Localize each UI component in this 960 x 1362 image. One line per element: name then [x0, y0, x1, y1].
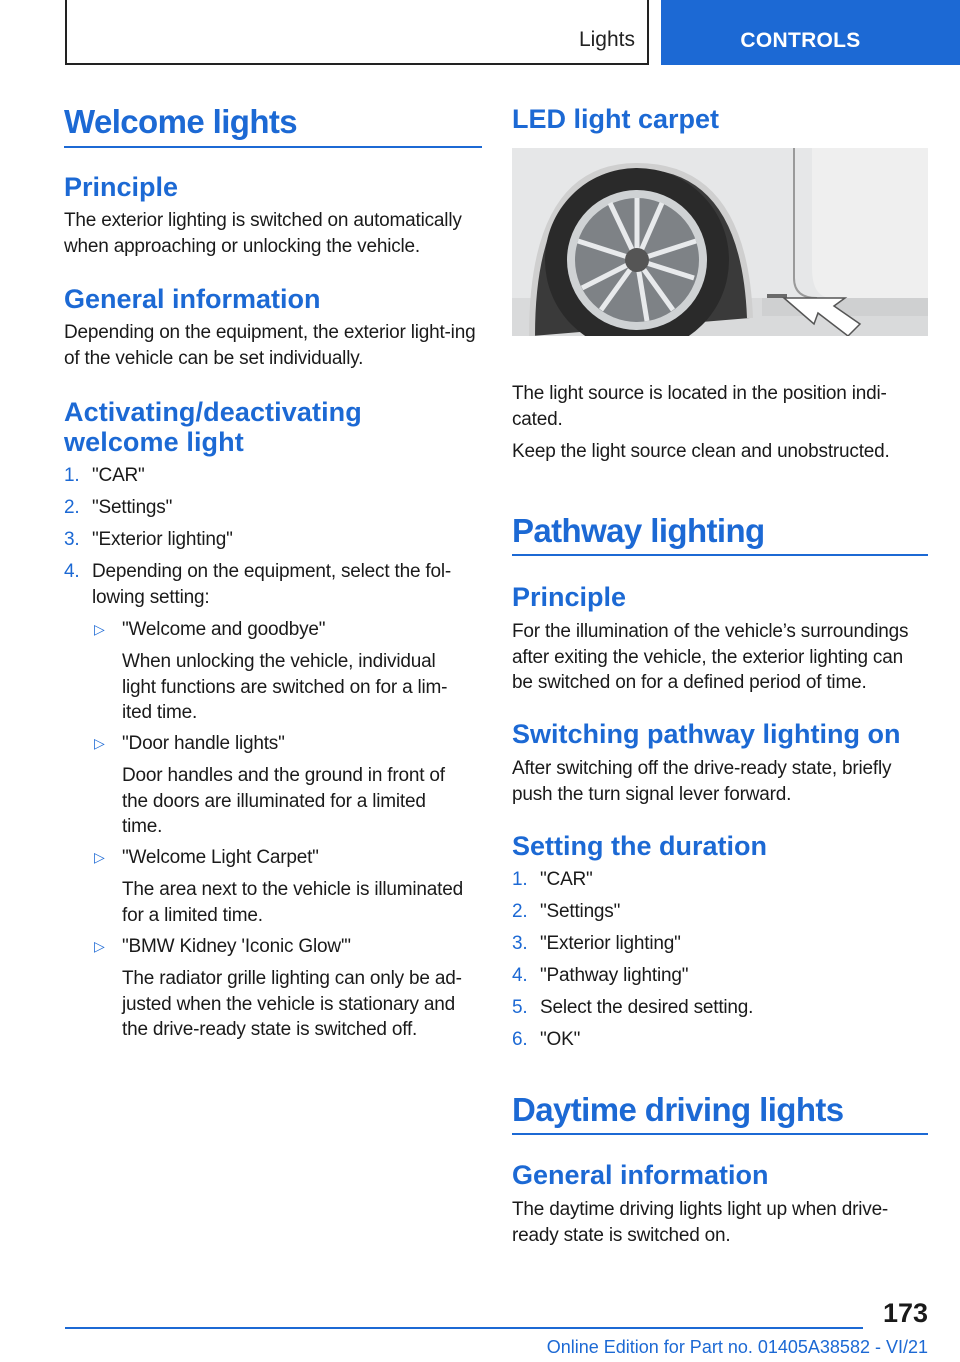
heading-principle: Principle	[64, 172, 179, 202]
list-text: Depending on the equipment, select the fol-lowing setting:	[92, 561, 451, 608]
heading-daytime-general: General information	[512, 1160, 769, 1190]
heading-pathway-principle: Principle	[512, 582, 627, 612]
header-chapter-tab[interactable]: CONTROLS	[661, 0, 960, 65]
list-number: 1.	[512, 869, 528, 890]
option-description: The radiator grille lighting can only be ad-justed when the vehicle is stationary and the drive-ready state is switched off.	[122, 968, 462, 1040]
list-number: 6.	[512, 1029, 528, 1050]
paragraph-switching-pathway: After switching off the drive-ready state, briefly push the turn signal lever forward.	[512, 758, 892, 805]
heading-general-information: General information	[64, 284, 321, 314]
list-number: 4.	[64, 561, 80, 582]
paragraph-daytime-general: The daytime driving lights light up when drive-ready state is switched on.	[512, 1199, 889, 1246]
triangle-bullet-icon: ▷	[94, 938, 105, 954]
section-rule	[512, 1133, 928, 1135]
list-number: 5.	[512, 997, 528, 1018]
car-wheel-illustration	[512, 148, 928, 336]
section-title-daytime-driving-lights: Daytime driving lights	[512, 1091, 844, 1128]
paragraph-general-information: Depending on the equipment, the exterior light-ing of the vehicle can be set individually.	[64, 322, 476, 369]
list-text: "Exterior lighting"	[540, 933, 681, 954]
section-title-welcome-lights: Welcome lights	[64, 103, 298, 140]
list-text: "CAR"	[92, 465, 145, 486]
option-name: "BMW Kidney 'Iconic Glow'"	[122, 936, 351, 957]
section-rule	[512, 554, 928, 556]
header-section-title: Lights	[578, 28, 635, 51]
paragraph-led-clean: Keep the light source clean and unobstructed.	[512, 441, 890, 462]
paragraph-principle: The exterior lighting is switched on automatically when approaching or unlocking the vehicle.	[64, 210, 462, 257]
option-name: "Welcome and goodbye"	[122, 619, 326, 640]
footer-edition-link[interactable]: Online Edition for Part no. 01405A38582 - VI/21	[546, 1337, 928, 1357]
list-number: 3.	[64, 529, 80, 550]
list-number: 3.	[512, 933, 528, 954]
heading-switching-pathway: Switching pathway lighting on	[512, 719, 901, 749]
list-number: 1.	[64, 465, 80, 486]
paragraph-pathway-principle: For the illumination of the vehicle’s surroundings after exiting the vehicle, the exterior lighting can be switched on for a defined period of time.	[512, 621, 909, 693]
paragraph-led-location: The light source is located in the position indi-cated.	[512, 383, 887, 430]
triangle-bullet-icon: ▷	[94, 621, 105, 637]
list-text: "Pathway lighting"	[540, 965, 689, 986]
option-description: Door handles and the ground in front of the doors are illuminated for a limited time.	[122, 765, 445, 837]
option-name: "Door handle lights"	[122, 733, 285, 754]
list-text: "CAR"	[540, 869, 593, 890]
triangle-bullet-icon: ▷	[94, 849, 105, 865]
option-description: When unlocking the vehicle, individual light functions are switched on for a lim-ited time.	[122, 651, 448, 723]
led-light-carpet-illustration	[512, 148, 928, 336]
list-number: 4.	[512, 965, 528, 986]
list-number: 2.	[512, 901, 528, 922]
triangle-bullet-icon: ▷	[94, 735, 105, 751]
list-text: "Settings"	[92, 497, 173, 518]
heading-led-light-carpet: LED light carpet	[512, 104, 720, 134]
section-rule	[64, 146, 482, 148]
list-text: "OK"	[540, 1029, 581, 1050]
section-title-pathway-lighting: Pathway lighting	[512, 512, 765, 549]
list-number: 2.	[64, 497, 80, 518]
footer-rule	[65, 1327, 863, 1329]
option-name: "Welcome Light Carpet"	[122, 847, 319, 868]
list-text: "Exterior lighting"	[92, 529, 233, 550]
page-number: 173	[882, 1298, 928, 1328]
heading-activating: Activating/deactivating welcome light	[64, 397, 362, 457]
list-text: "Settings"	[540, 901, 621, 922]
list-text: Select the desired setting.	[540, 997, 754, 1018]
option-description: The area next to the vehicle is illuminated for a limited time.	[122, 879, 463, 926]
heading-setting-duration: Setting the duration	[512, 831, 767, 861]
